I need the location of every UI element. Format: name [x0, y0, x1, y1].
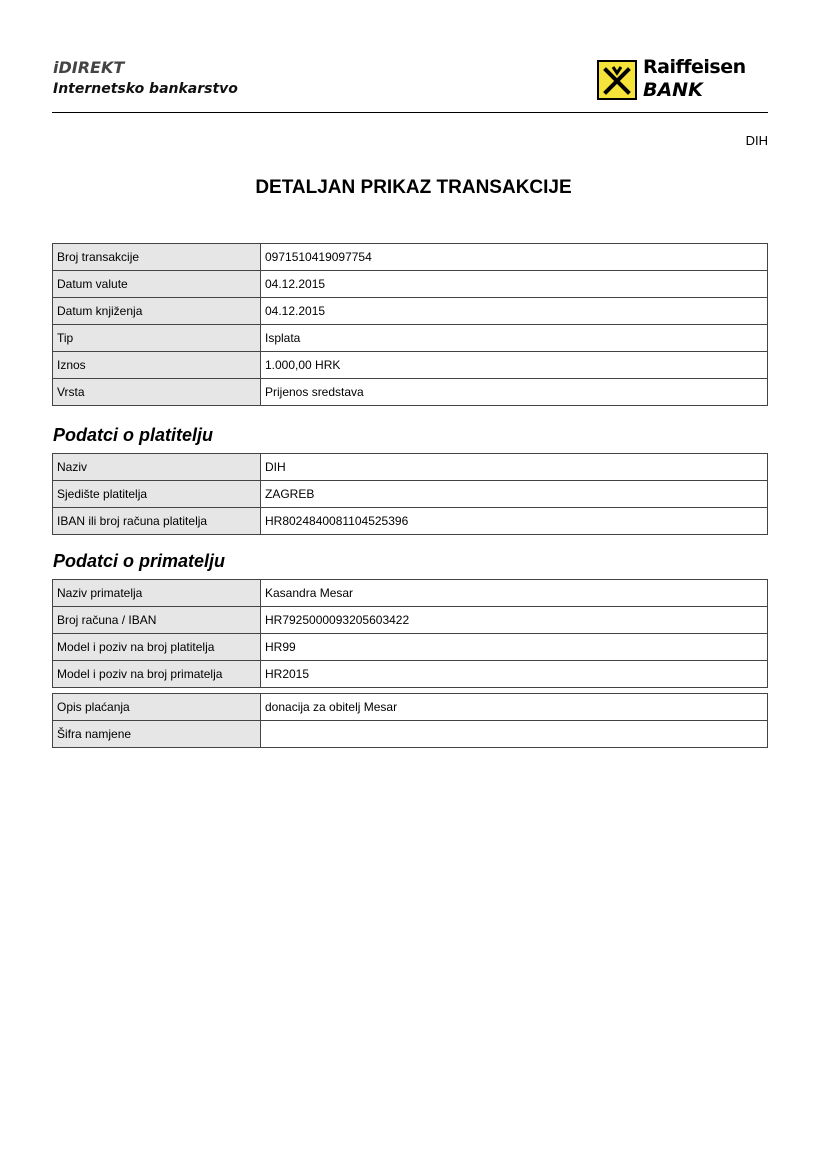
table-row	[53, 352, 768, 379]
field-label: Iznos	[53, 352, 261, 379]
field-label: Vrsta	[53, 379, 261, 406]
payee-table	[52, 579, 768, 688]
table-row	[53, 580, 768, 607]
field-value: Kasandra Mesar	[261, 580, 768, 607]
raiffeisen-emblem-icon	[597, 60, 637, 100]
field-value: donacija za obitelj Mesar	[261, 694, 768, 721]
brand-title: iDIREKT	[53, 58, 125, 77]
field-label: Sjedište platitelja	[53, 481, 261, 508]
table-row	[53, 271, 768, 298]
table-row	[53, 661, 768, 688]
field-value: HR7925000093205603422	[261, 607, 768, 634]
table-row	[53, 721, 768, 748]
field-label: Opis plaćanja	[53, 694, 261, 721]
table-row	[53, 634, 768, 661]
field-label: Datum valute	[53, 271, 261, 298]
field-value: Isplata	[261, 325, 768, 352]
field-label: Model i poziv na broj platitelja	[53, 634, 261, 661]
field-value: 04.12.2015	[261, 271, 768, 298]
field-label: IBAN ili broj računa platitelja	[53, 508, 261, 535]
field-label: Model i poziv na broj primatelja	[53, 661, 261, 688]
field-label: Broj računa / IBAN	[53, 607, 261, 634]
client-code: DIH	[745, 133, 768, 148]
payer-table	[52, 453, 768, 535]
table-row	[53, 481, 768, 508]
payment-table	[52, 693, 768, 748]
field-label: Broj transakcije	[53, 244, 261, 271]
payee-heading: Podatci o primatelju	[53, 551, 226, 571]
brand-subtitle: Internetsko bankarstvo	[53, 81, 238, 97]
field-value: Prijenos sredstava	[261, 379, 768, 406]
logo-text-raiffeisen: Raiffeisen	[643, 56, 746, 78]
table-row	[53, 298, 768, 325]
table-row	[53, 244, 768, 271]
field-value: 0971510419097754	[261, 244, 768, 271]
field-label: Tip	[53, 325, 261, 352]
field-value: HR8024840081104525396	[261, 508, 768, 535]
field-label: Datum knjiženja	[53, 298, 261, 325]
raiffeisen-logo	[597, 58, 767, 104]
table-row	[53, 694, 768, 721]
table-row	[53, 379, 768, 406]
transaction-table	[52, 243, 768, 406]
field-label: Šifra namjene	[53, 721, 261, 748]
field-value: 04.12.2015	[261, 298, 768, 325]
field-value	[261, 721, 768, 748]
table-row	[53, 454, 768, 481]
field-value: ZAGREB	[261, 481, 768, 508]
field-label: Naziv primatelja	[53, 580, 261, 607]
table-row	[53, 325, 768, 352]
table-row	[53, 607, 768, 634]
field-value: HR99	[261, 634, 768, 661]
field-value: HR2015	[261, 661, 768, 688]
field-label: Naziv	[53, 454, 261, 481]
header-divider	[52, 112, 768, 113]
payer-heading: Podatci o platitelju	[53, 425, 214, 445]
table-row	[53, 508, 768, 535]
logo-text-bank: BANK	[643, 79, 703, 101]
field-value: 1.000,00 HRK	[261, 352, 768, 379]
field-value: DIH	[261, 454, 768, 481]
page-title: DETALJAN PRIKAZ TRANSAKCIJE	[255, 177, 572, 198]
